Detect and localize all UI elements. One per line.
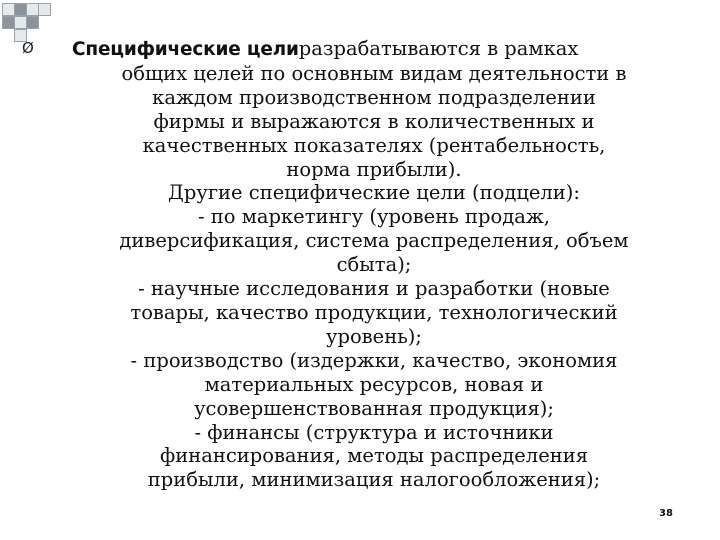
list-item-line: материальных ресурсов, новая и bbox=[204, 372, 544, 396]
body-line: качественных показателях (рентабельность, bbox=[142, 133, 606, 157]
list-item-line: диверсификация, система распределения, объем bbox=[119, 229, 629, 253]
list-item-line: - по маркетингу (уровень продаж, bbox=[197, 205, 551, 229]
page-number: 38 bbox=[659, 508, 673, 519]
arrow-bullet-icon: Ø bbox=[22, 39, 34, 57]
list-item-line: прибыли, минимизация налогообложения); bbox=[147, 468, 601, 492]
list-item-line: уровень); bbox=[325, 324, 422, 348]
subheading-line: Другие специфические цели (подцели): bbox=[168, 181, 580, 205]
slide-body bbox=[22, 37, 688, 492]
list-item-line: усовершенствованная продукция); bbox=[194, 396, 554, 420]
list-item-line: - научные исследования и разработки (новые bbox=[138, 277, 610, 301]
body-line: фирмы и выражаются в количественных и bbox=[153, 109, 595, 133]
lead-term: Специфические цели bbox=[72, 39, 299, 60]
list-item-line: товары, качество продукции, технологический bbox=[130, 300, 618, 324]
list-item-line: - производство (издержки, качество, экономия bbox=[130, 348, 618, 372]
body-line: общих целей по основным видам деятельности в bbox=[121, 61, 627, 85]
body-text: разрабатываются в рамках bbox=[298, 37, 579, 60]
list-item-line: финансирования, методы распределения bbox=[159, 444, 589, 468]
first-paragraph-line bbox=[22, 37, 688, 62]
decor-square-icon bbox=[38, 3, 51, 16]
list-item-line: сбыта); bbox=[336, 253, 412, 277]
body-line: каждом производственном подразделении bbox=[152, 85, 596, 109]
body-line: норма прибыли). bbox=[286, 157, 462, 181]
decor-square-icon bbox=[26, 16, 39, 29]
list-item-line: - финансы (структура и источники bbox=[194, 420, 554, 444]
